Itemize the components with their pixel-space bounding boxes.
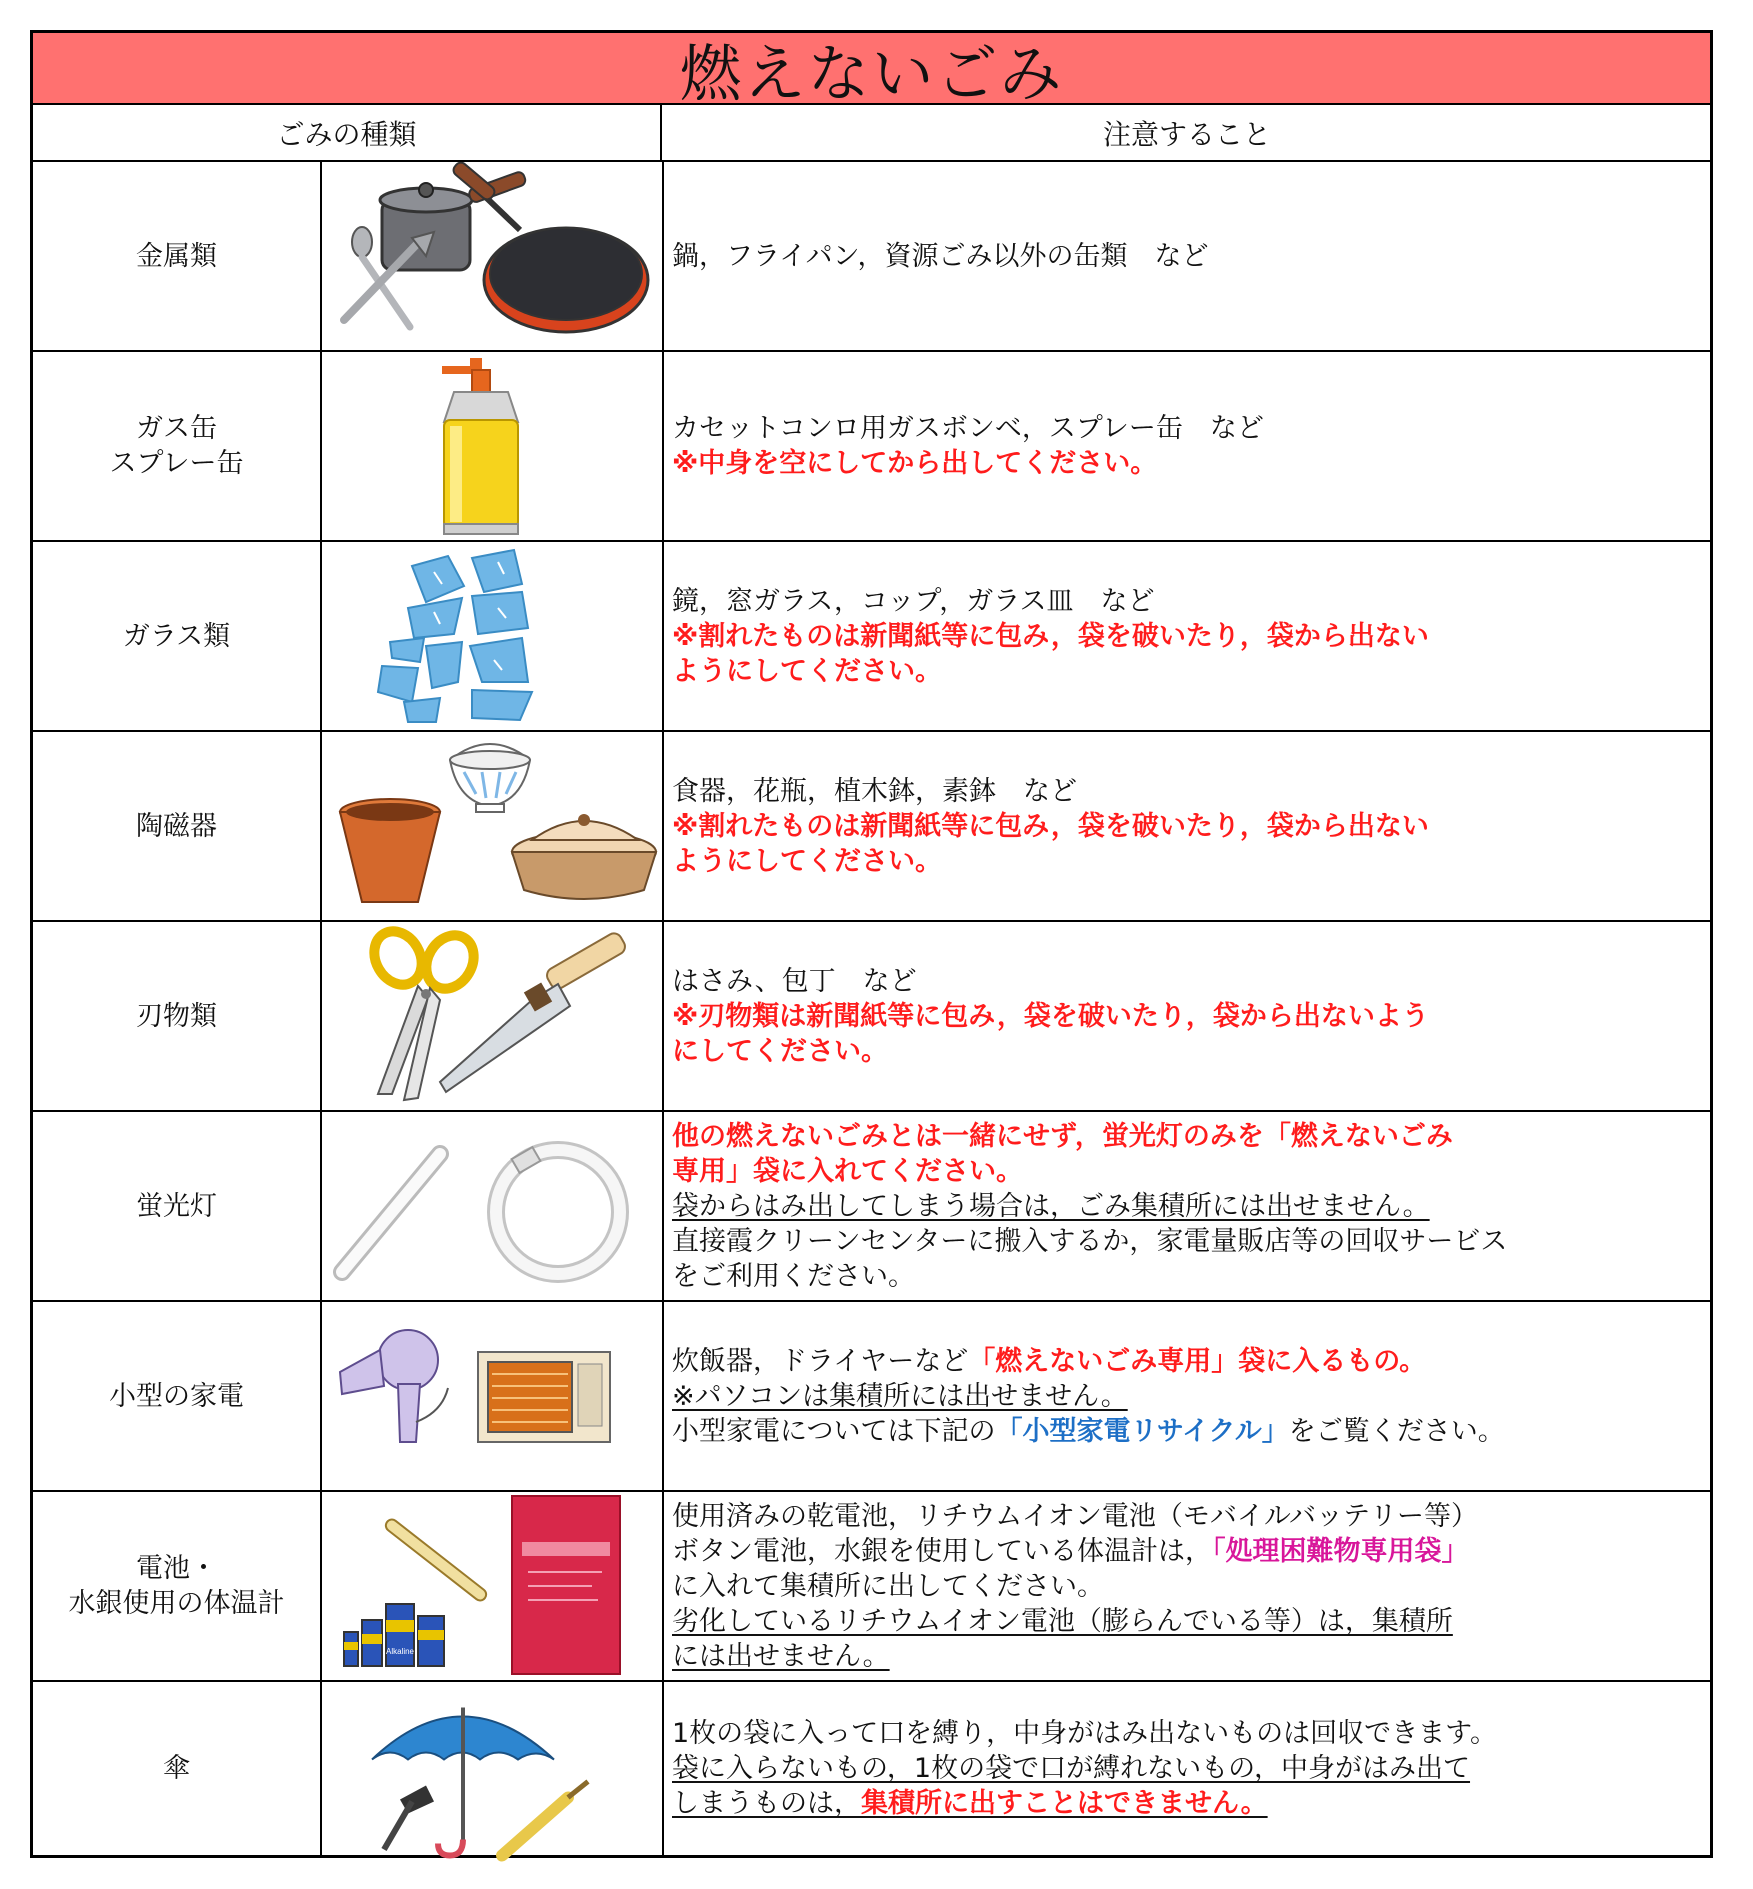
category-label: 電池・ 水銀使用の体温計	[68, 1553, 285, 1619]
table-row	[33, 922, 1710, 1112]
category-label: ガラス類	[122, 620, 231, 652]
page-title: 燃えないごみ	[33, 33, 1710, 105]
notes-cell: 他の燃えないごみとは一緒にせず，蛍光灯のみを「燃えないごみ 専用」袋に入れてください。 袋からはみ出してしまう場合は，ごみ集積所には出せません。 直接霞クリーンセンターに搬入するか，家電量販店等の回収サービス をご利用ください。	[662, 1112, 1710, 1300]
notes-cell: 使用済みの乾電池，リチウムイオン電池（モバイルバッテリー等） ボタン電池，水銀を使用している体温計は，「処理困難物専用袋」 に入れて集積所に出してください。 劣化しているリチウムイオン電池（膨らんでいる等）は，集積所 には出せません。	[662, 1492, 1710, 1680]
table-row	[33, 1302, 1710, 1492]
notes-cell: 1枚の袋に入って口を縛り，中身がはみ出ないものは回収できます。 袋に入らないもの，1枚の袋で口が縛れないもの，中身がはみ出て しまうものは，集積所に出すことはできません。	[662, 1682, 1710, 1855]
scissors-knife-icon	[322, 922, 662, 1110]
table-header	[33, 105, 1710, 162]
table-row	[33, 1682, 1710, 1855]
ceramics-icon	[322, 732, 662, 920]
table-row	[33, 352, 1710, 542]
category-label: 傘	[163, 1753, 190, 1784]
small-appliances-icon	[322, 1302, 662, 1490]
category-label: 陶磁器	[136, 810, 217, 842]
batteries-thermometer-icon	[322, 1492, 662, 1680]
spray-can-icon	[322, 352, 662, 540]
category-label: ガス缶 スプレー缶	[109, 413, 244, 479]
category-label: 蛍光灯	[136, 1190, 217, 1222]
header-garbage-type: ごみの種類	[276, 117, 417, 151]
notes-cell: はさみ、包丁 など ※刃物類は新聞紙等に包み，袋を破いたり，袋から出ないよう にしてください。	[662, 922, 1710, 1110]
category-label: 刃物類	[136, 1000, 217, 1032]
garbage-guide-table	[30, 30, 1713, 1858]
umbrella-icon	[322, 1682, 662, 1870]
notes-cell: 鏡，窓ガラス，コップ，ガラス皿 など ※割れたものは新聞紙等に包み，袋を破いたり，袋から出ない ようにしてください。	[662, 542, 1710, 730]
battery-label: Alkaline	[385, 1647, 415, 1656]
small-appliance-recycling-link[interactable]: 「小型家電リサイクル」	[995, 1415, 1289, 1447]
table-row	[33, 1112, 1710, 1302]
notes-cell: 鍋，フライパン，資源ごみ以外の缶類 など	[662, 162, 1710, 350]
table-row	[33, 542, 1710, 732]
header-notes: 注意すること	[660, 105, 1712, 160]
table-row	[33, 732, 1710, 922]
category-label: 小型の家電	[109, 1380, 244, 1412]
table-row	[33, 162, 1710, 352]
fluorescent-lamp-icon	[322, 1112, 662, 1300]
pots-pans-cutlery-icon	[322, 162, 662, 350]
notes-cell: 食器，花瓶，植木鉢，素鉢 など ※割れたものは新聞紙等に包み，袋を破いたり，袋から出ない ようにしてください。	[662, 732, 1710, 920]
broken-glass-icon	[322, 542, 662, 730]
category-label: 金属類	[136, 240, 217, 272]
notes-cell: カセットコンロ用ガスボンベ，スプレー缶 など ※中身を空にしてから出してください。	[662, 352, 1710, 540]
notes-cell: 炊飯器，ドライヤーなど「燃えないごみ専用」袋に入るもの。 ※パソコンは集積所には出せません。 小型家電については下記の「小型家電リサイクル」をご覧ください。	[662, 1302, 1710, 1490]
table-row	[33, 1492, 1710, 1682]
